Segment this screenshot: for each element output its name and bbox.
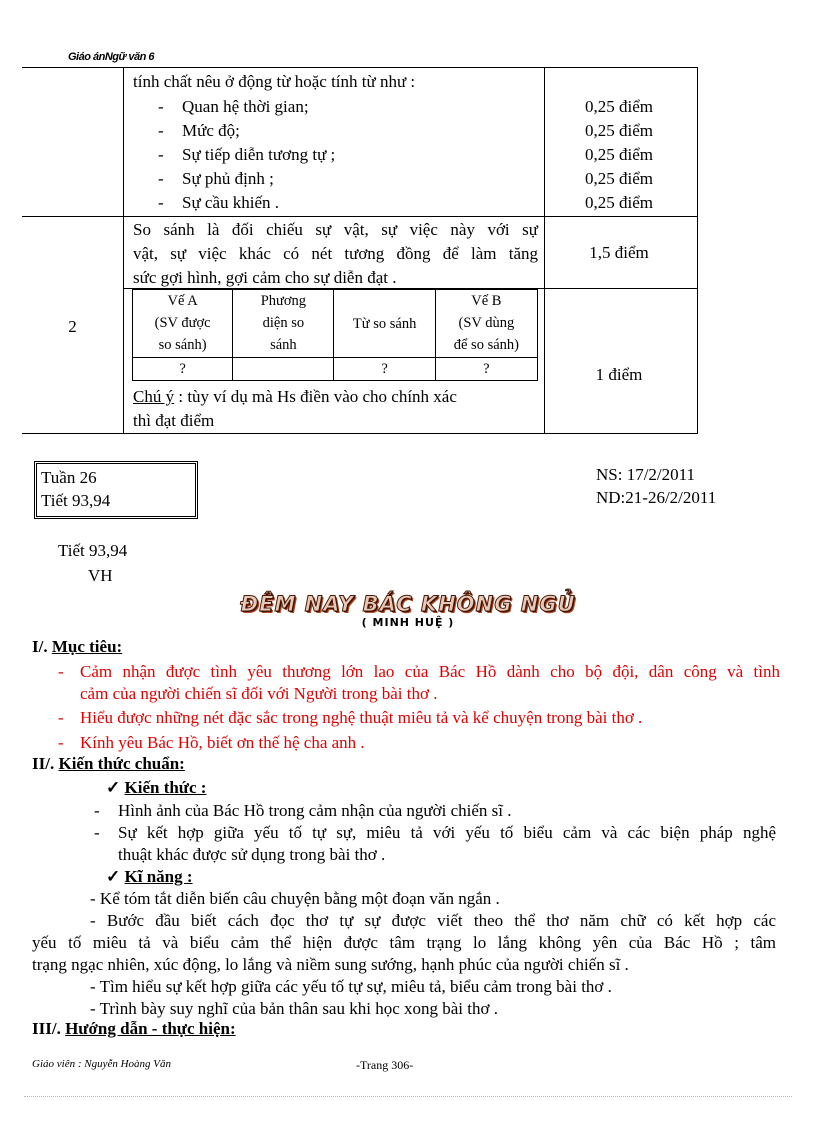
header-cell: Phương diện so sánh — [233, 290, 334, 358]
skill-line: trạng ngạc nhiên, xúc động, lo lắng và niềm sung sướng, hạnh phúc của người chiến sĩ . — [32, 955, 629, 974]
list-item: - — [158, 145, 164, 164]
skill-line: - Trình bày suy nghĩ của bản thân sau khi học xong bài thơ . — [90, 999, 498, 1018]
bullet-dash: - — [94, 801, 100, 820]
list-item: - — [158, 193, 164, 212]
objective-line: Cảm nhận được tình yêu thương lớn lao của Bác Hồ dành cho bộ đội, dân công và tình — [80, 662, 780, 681]
header-cell: Từ so sánh — [334, 290, 435, 358]
footer-teacher: Giáo viên : Nguyễn Hoàng Văn — [32, 1058, 171, 1070]
week-box — [34, 461, 198, 519]
header-cell: Vế B (SV dùng để so sánh) — [435, 290, 537, 358]
checkmark-icon: ✓ — [106, 778, 121, 797]
checkmark-icon: ✓ — [106, 867, 121, 886]
skill-line: yếu tố miêu tả và biểu cảm thể hiện được tâm trạng lo lắng không yên của Bác Hồ ; tâm — [32, 933, 776, 952]
week-label: Tuần 26 — [41, 468, 97, 487]
item-score: 0,25 điểm — [585, 121, 653, 140]
footer-page: -Trang 306- — [356, 1058, 414, 1072]
item-score: 0,25 điểm — [585, 169, 653, 188]
item-score: 0,25 điểm — [585, 97, 653, 116]
definition-line: vật, sự việc khác có nét tương đồng để làm tăng — [133, 244, 538, 263]
row1-intro: tính chất nêu ở động từ hoặc tính từ như : — [133, 72, 416, 91]
knowledge-line: thuật khác được sử dụng trong bài thơ . — [118, 845, 386, 864]
score-table — [22, 67, 698, 433]
dates — [596, 463, 716, 509]
knowledge-heading: ✓ Kiến thức : — [106, 778, 207, 797]
skill-heading: ✓ Kĩ năng : — [106, 867, 193, 886]
definition-line: sức gợi hình, gợi cảm cho sự diễn đạt . — [133, 268, 397, 287]
poem-title — [0, 592, 816, 629]
list-item: - — [158, 121, 164, 140]
objective-line: cảm của người chiến sĩ đối với Người trong bài thơ . — [80, 684, 438, 703]
nd-date: ND:21-26/2/2011 — [596, 488, 717, 507]
skill-line: - Tìm hiểu sự kết hợp giữa các yếu tố tự sự, miêu tả, biểu cảm trong bài thơ . — [90, 977, 612, 996]
list-item: - — [158, 169, 164, 188]
item-score: 0,25 điểm — [585, 145, 653, 164]
lesson-tiet: Tiết 93,94 — [58, 541, 128, 560]
bullet-dash: - — [58, 733, 64, 752]
skill-line: - Kể tóm tắt diễn biến câu chuyện bằng một đoạn văn ngắn . — [90, 889, 500, 908]
list-item: Sự cầu khiến . — [182, 193, 280, 212]
list-item: Quan hệ thời gian; — [182, 97, 309, 116]
list-item: Sự phủ định ; — [182, 169, 274, 188]
comparison-table — [132, 289, 538, 381]
objective-line: Kính yêu Bác Hồ, biết ơn thế hệ cha anh . — [80, 733, 365, 752]
list-item: Mức độ; — [182, 121, 240, 140]
knowledge-line: Hình ảnh của Bác Hồ trong cảm nhận của người chiến sĩ . — [118, 801, 512, 820]
objective-line: Hiểu được những nét đặc sắc trong nghệ thuật miêu tả và kể chuyện trong bài thơ . — [80, 708, 643, 727]
section-guide: III/. Hướng dẫn - thực hiện: — [32, 1019, 236, 1038]
note-line: Chú ý : tùy ví dụ mà Hs điền vào cho chính xác — [133, 387, 457, 406]
title-author: ( MINH HUỆ ) — [361, 616, 455, 629]
list-item: - — [158, 97, 164, 116]
header-title: Giáo ánNgữ văn 6 — [68, 51, 155, 63]
inner-score: 1 điểm — [595, 365, 643, 384]
list-item: Sự tiếp diễn tương tự ; — [182, 145, 336, 164]
footer-divider — [24, 1096, 792, 1097]
definition-score: 1,5 điểm — [589, 243, 649, 262]
value-cell — [233, 358, 334, 381]
skill-line: - Bước đầu biết cách đọc thơ tự sự được viết theo thể thơ năm chữ có kết hợp các — [90, 911, 776, 930]
bullet-dash: - — [94, 823, 100, 842]
bullet-dash: - — [58, 708, 64, 727]
row-number: 2 — [68, 317, 77, 336]
section-knowledge: II/. Kiến thức chuẩn: — [32, 754, 185, 773]
lesson-label: Tiết 93,94 — [41, 491, 111, 510]
lesson-vh: VH — [88, 566, 113, 585]
knowledge-line: Sự kết hợp giữa yếu tố tự sự, miêu tả với yếu tố biểu cảm và các biện pháp nghệ — [118, 823, 776, 842]
bullet-dash: - — [58, 662, 64, 681]
note-line: thì đạt điểm — [133, 411, 215, 430]
item-score: 0,25 điểm — [585, 193, 653, 212]
ns-date: NS: 17/2/2011 — [596, 465, 696, 484]
value-cell: ? — [133, 358, 233, 381]
definition-line: So sánh là đối chiếu sự vật, sự việc này với sự — [133, 220, 538, 239]
header-cell: Vế A (SV được so sánh) — [133, 290, 233, 358]
section-objectives: I/. Mục tiêu: — [32, 637, 123, 656]
title-main: ĐÊM NAY BÁC KHÔNG NGỦ — [240, 592, 576, 616]
value-cell: ? — [334, 358, 435, 381]
value-cell: ? — [435, 358, 537, 381]
